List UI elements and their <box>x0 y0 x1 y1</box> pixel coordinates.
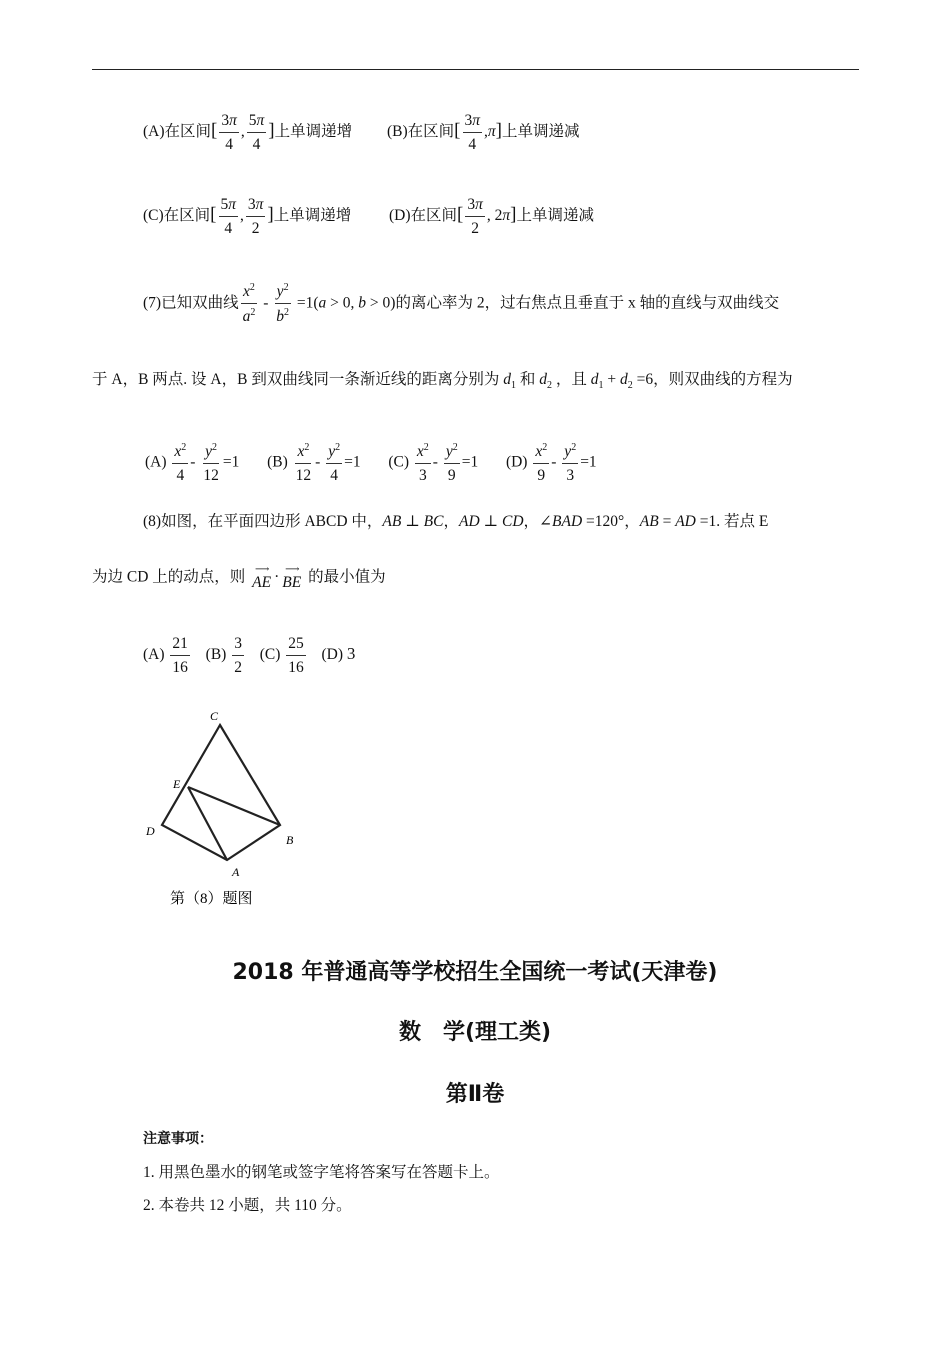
q7-line2: 于 A，B 两点. 设 A，B 到双曲线同一条渐近线的距离分别为 $d_1$ 和 $d_2$ ，且 $d_1 + d_2 =6$，则双曲线的方程为 <box>92 371 793 392</box>
q7-line1: (7)已知双曲线 $\frac{x^2}{a^2}$ - $\frac{y^2}{b^2}$ =1(a > 0, b > 0)的离心率为 2，过右焦点且垂直于 x 轴的直线与双曲线交 <box>143 282 780 326</box>
q6-option-d: (D)在区间[ $\frac{3\pi}{2}$ , 2π]上单调递减 <box>389 196 594 238</box>
q8-options: (A) $\frac{21}{16}$ (B) $\frac{3}{2}$ (C) $\frac{25}{16}$ (D) 3 <box>143 635 356 677</box>
q7-options: (A) $\frac{x^2}{4}$ - $\frac{y^2}{12}$ =1 (B) $\frac{x^2}{12}$ - $\frac{y^2}{4}$ =1 (C) $\frac{x^2}{3}$ - $\frac{y^2}{9}$ =1 (D) $\frac{x^2}{9}$ - $\frac{y^2}{3}$ =1 <box>145 442 597 485</box>
label-c: C <box>210 709 219 723</box>
part-title: 第Ⅱ卷 <box>445 1082 505 1107</box>
header-rule <box>92 69 859 70</box>
label-a: A <box>232 865 240 879</box>
label-e: E <box>173 777 181 791</box>
subject-title: 数 学(理工类) <box>398 1020 552 1045</box>
q6-option-a: (A)在区间[ $\frac{3\pi}{4}$ , $\frac{5\pi}{4}$ ]上单调递增 <box>143 112 353 154</box>
notice-2: 2. 本卷共 12 小题，共 110 分。 <box>143 1197 352 1214</box>
label-d: D <box>146 824 155 838</box>
figure-caption: 第（8）题图 <box>170 891 253 907</box>
notice-title: 注意事项： <box>143 1131 213 1147</box>
notice-1: 1. 用黑色墨水的钢笔或签字笔将答案写在答题卡上。 <box>143 1164 500 1181</box>
q8-line2: 为边 CD 上的动点，则 ⟶ AE · ⟶ BE 的最小值为 <box>92 564 386 591</box>
label-b: B <box>286 833 294 847</box>
q6-option-b: (B)在区间[ $\frac{3\pi}{4}$ ,π]上单调递减 <box>387 112 580 154</box>
q8-figure <box>140 705 310 915</box>
q8-line1: (8)如图，在平面四边形 ABCD 中，AB ⊥ BC，AD ⊥ CD，∠BAD =120°，AB = AD =1. 若点 E <box>143 513 769 530</box>
q6-option-c: (C)在区间[ $\frac{5\pi}{4}$ , $\frac{3\pi}{2}$ ]上单调递增 <box>143 196 352 238</box>
exam-title: 2018 年普通高等学校招生全国统一考试(天津卷) <box>232 960 718 985</box>
